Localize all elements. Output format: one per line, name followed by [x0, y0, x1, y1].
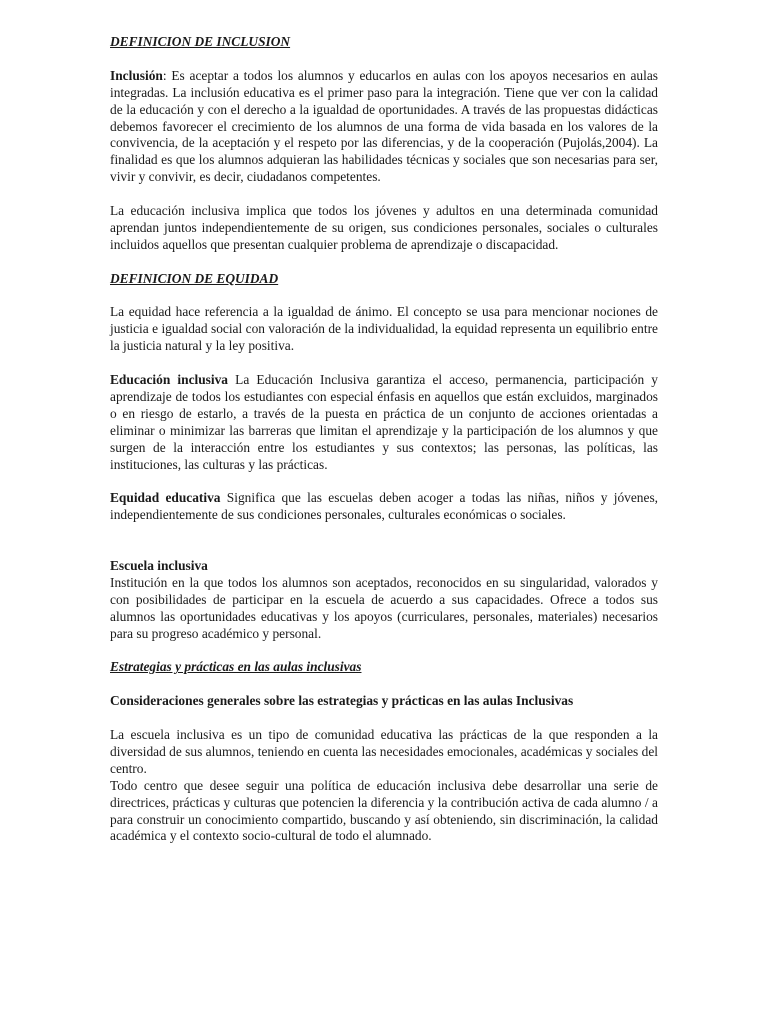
equidad-educativa-lead: Equidad educativa	[110, 490, 221, 506]
inclusion-heading: DEFINICION DE INCLUSION	[110, 34, 291, 49]
inclusion-lead: Inclusión	[110, 67, 163, 83]
inclusive-education-paragraph: La educación inclusiva implica que todos los jóvenes y adultos en una determinada comunidad aprendan juntos independientemente de su origen, sus condiciones personales, sociales o culturales incluidos aquellos que presentan cualquier problema de aprendizaje o discapacidad.	[110, 203, 658, 252]
document-page	[110, 34, 658, 845]
equidad-educativa-paragraph	[110, 490, 658, 524]
escuela-paragraph: Institución en la que todos los alumnos son aceptados, reconocidos en su singularidad, valorados y con posibilidades de participar en la escuela de acuerdo a sus capacidades. Ofrece a todos sus alumnos las oportunidades educativas y los apoyos (curriculares, personales, materiales) necesarios para su progreso académico y personal.	[110, 574, 658, 641]
edu-inclusiva-text: La Educación Inclusiva garantiza el acceso, permanencia, participación y aprendizaje de todos los estudiantes con especial énfasis en aquellos que están excluidos, marginados o en riesgo de estarlo, a través de la puesta en práctica de un conjunto de acciones orientadas a eliminar o minimizar las barreras que limitan el aprendizaje y la participación de los alumnos y que surgen de la interacción entre los estudiantes y sus contextos; las personas, las políticas, las instituciones, las culturas y las prácticas.	[110, 372, 658, 472]
equidad-educativa-text: Significa que las escuelas deben acoger a todas las niñas, niños y jóvenes, independientemente de sus condiciones personales, culturales económicas o sociales.	[110, 490, 659, 523]
consideraciones-paragraph-1: La escuela inclusiva es un tipo de comunidad educativa las prácticas de la que responden a la diversidad de sus alumnos, teniendo en cuenta las necesidades emocionales, académicas y sociales del centro.	[110, 727, 658, 776]
consideraciones-paragraph-2: Todo centro que desee seguir una política de educación inclusiva debe desarrollar una serie de directrices, prácticas y culturas que potencien la diferencia y la contribución activa de cada alumno / a para construir un conocimiento compartido, buscando y así obteniendo, sin discriminación, la calidad académica y el contexto socio-cultural de todo el alumnado.	[110, 777, 658, 844]
edu-inclusiva-paragraph	[110, 372, 658, 473]
equity-heading: DEFINICION DE EQUIDAD	[110, 270, 279, 286]
estrategias-heading: Estrategias y prácticas en las aulas inclusivas	[110, 659, 362, 675]
consideraciones-heading: Consideraciones generales sobre las estrategias y prácticas en las aulas Inclusivas	[110, 693, 574, 709]
edu-inclusiva-lead: Educación inclusiva	[110, 372, 229, 388]
inclusion-text: : Es aceptar a todos los alumnos y educarlos en aulas con los apoyos necesarios en aulas integradas. La inclusión educativa es el primer paso para la integración. Tiene que ver con la calidad de la educación y con el derecho a la igualdad de oportunidades. A través de las propuestas didácticas debemos favorecer el crecimiento de los alumnos de una forma de vida basada en los valores de la convivencia, de la aceptación y el respeto por las diferencias, y de la cooperación (Pujolás,2004). La finalidad es que los alumnos adquieran las habilidades técnicas y sociales que son necesarias para ser, vivir y convivir, es decir, ciudadanos competentes.	[110, 67, 658, 185]
inclusion-paragraph	[110, 68, 658, 186]
escuela-heading: Escuela inclusiva	[110, 557, 208, 573]
equity-paragraph: La equidad hace referencia a la igualdad de ánimo. El concepto se usa para mencionar nociones de justicia e igualdad social con valoración de la individualidad, la equidad representa un equilibrio entre la justicia natural y la ley positiva.	[110, 304, 658, 354]
